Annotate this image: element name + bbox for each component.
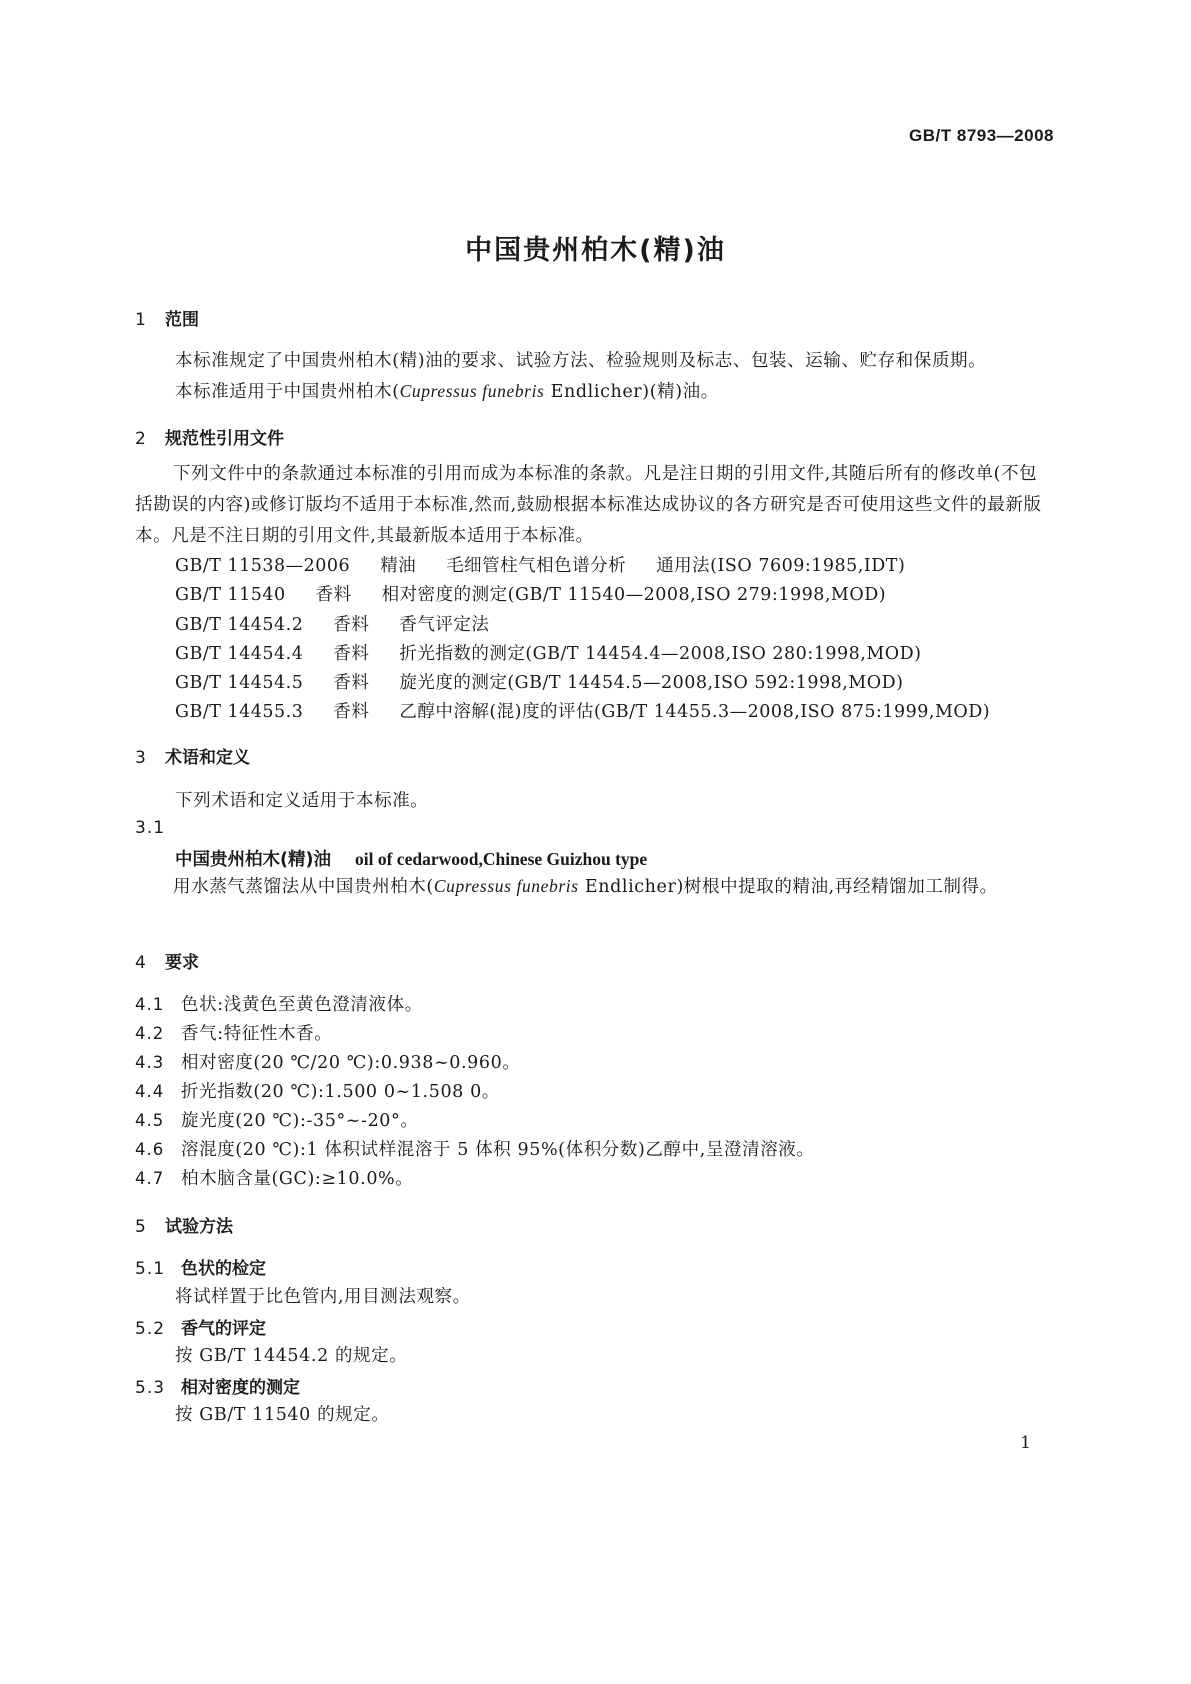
term-heading — [175, 846, 647, 871]
section-1-paragraph-1: 本标准规定了中国贵州柏木(精)油的要求、试验方法、检验规则及标志、包装、运输、贮存和保质期。 — [175, 351, 987, 371]
reference-code: GB/T 11540 — [175, 585, 286, 605]
requirement-item — [135, 1020, 332, 1045]
item-text: 溶混度(20 ℃):1 体积试样混溶于 5 体积 95%(体积分数)乙醇中,呈澄清溶液。 — [181, 1140, 815, 1160]
document-title: 中国贵州柏木(精)油 — [465, 235, 726, 266]
item-number: 4.3 — [135, 1053, 165, 1072]
reference-code: GB/T 14454.2 — [175, 615, 304, 635]
subsection-text: 按 GB/T 11540 的规定。 — [175, 1405, 390, 1425]
section-title: 规范性引用文件 — [165, 429, 284, 449]
item-number: 4.7 — [135, 1169, 165, 1188]
reference-code: GB/T 11538—2006 — [175, 556, 351, 576]
text-segment: 本标准适用于中国贵州柏木( — [175, 382, 400, 402]
subsection-heading — [135, 1314, 266, 1339]
requirement-item — [135, 1136, 815, 1161]
standard-code: GB/T 8793—2008 — [909, 126, 1054, 145]
text-segment: Endlicher)(精)油。 — [544, 382, 719, 402]
text-segment: Endlicher)树根中提取的精油,再经精馏加工制得。 — [578, 877, 998, 897]
reference-code: GB/T 14455.3 — [175, 702, 304, 722]
section-number: 2 — [135, 429, 146, 449]
item-number: 4.2 — [135, 1024, 165, 1043]
subsection-number: 5.2 — [135, 1319, 166, 1339]
section-3-paragraph: 下列术语和定义适用于本标准。 — [175, 791, 429, 811]
reference-part-a: 香料 — [333, 702, 370, 722]
term-english: oil of cedarwood,Chinese Guizhou type — [355, 849, 648, 869]
reference-item — [175, 552, 905, 577]
section-1-paragraph-2 — [175, 378, 719, 403]
item-text: 折光指数(20 ℃):1.500 0~1.508 0。 — [181, 1082, 500, 1102]
section-number: 1 — [135, 310, 146, 330]
reference-part-b: 相对密度的测定(GB/T 11540—2008,ISO 279:1998,MOD) — [381, 585, 887, 605]
reference-code: GB/T 14454.5 — [175, 673, 304, 693]
requirement-item — [135, 991, 423, 1016]
page-number: 1 — [1020, 1433, 1031, 1453]
reference-part-b: 香气评定法 — [399, 615, 490, 635]
reference-item — [175, 640, 921, 665]
item-number: 4.4 — [135, 1082, 165, 1101]
item-number: 4.5 — [135, 1111, 165, 1130]
term-definition — [135, 871, 1055, 903]
reference-code: GB/T 14454.4 — [175, 644, 304, 664]
item-text: 旋光度(20 ℃):-35°~-20°。 — [181, 1111, 419, 1131]
reference-part-a: 香料 — [315, 585, 352, 605]
subsection-heading — [135, 1373, 300, 1398]
section-title: 要求 — [165, 953, 199, 973]
reference-part-b: 毛细管柱气相色谱分析 — [446, 556, 627, 576]
section-4-heading — [135, 948, 199, 973]
item-text: 相对密度(20 ℃/20 ℃):0.938~0.960。 — [181, 1053, 521, 1073]
term-chinese: 中国贵州柏木(精)油 — [175, 850, 331, 870]
reference-item — [175, 698, 990, 723]
term-number: 3.1 — [135, 818, 166, 838]
text-segment: 用水蒸气蒸馏法从中国贵州柏木( — [173, 877, 434, 897]
section-title: 术语和定义 — [165, 748, 250, 768]
section-number: 5 — [135, 1217, 146, 1237]
section-1-heading — [135, 305, 199, 330]
subsection-number: 5.3 — [135, 1378, 166, 1398]
subsection-number: 5.1 — [135, 1259, 166, 1279]
reference-part-a: 香料 — [333, 644, 370, 664]
reference-item — [175, 581, 886, 606]
reference-part-a: 香料 — [333, 673, 370, 693]
item-number: 4.6 — [135, 1140, 165, 1159]
reference-part-a: 精油 — [380, 556, 417, 576]
section-title: 试验方法 — [165, 1217, 233, 1237]
latin-name: Cupressus funebris — [433, 876, 579, 896]
requirement-item — [135, 1165, 413, 1190]
item-text: 色状:浅黄色至黄色澄清液体。 — [181, 995, 423, 1015]
section-2-paragraph: 下列文件中的条款通过本标准的引用而成为本标准的条款。凡是注日期的引用文件,其随后所有的修改单(不包括勘误的内容)或修订版均不适用于本标准,然而,鼓励根据本标准达成协议的各方研究是否可使用这些文件的最新版本。凡是不注日期的引用文件,其最新版本适用于本标准。 — [135, 464, 1042, 546]
section-3-heading — [135, 743, 250, 768]
subsection-text: 按 GB/T 14454.2 的规定。 — [175, 1346, 408, 1366]
section-number: 4 — [135, 953, 146, 973]
section-title: 范围 — [165, 310, 199, 330]
reference-item — [175, 611, 489, 636]
item-text: 香气:特征性木香。 — [181, 1024, 333, 1044]
requirement-item — [135, 1107, 418, 1132]
item-text: 柏木脑含量(GC):≥10.0%。 — [181, 1169, 414, 1189]
reference-part-b: 折光指数的测定(GB/T 14454.4—2008,ISO 280:1998,MOD) — [399, 644, 922, 664]
subsection-title: 香气的评定 — [181, 1319, 266, 1339]
section-5-heading — [135, 1212, 233, 1237]
reference-part-b: 旋光度的测定(GB/T 14454.5—2008,ISO 592:1998,MOD) — [399, 673, 904, 693]
subsection-title: 相对密度的测定 — [181, 1378, 300, 1398]
subsection-title: 色状的检定 — [181, 1259, 266, 1279]
section-number: 3 — [135, 748, 146, 768]
requirement-item — [135, 1078, 500, 1103]
requirement-item — [135, 1049, 520, 1074]
reference-part-a: 香料 — [333, 615, 370, 635]
item-number: 4.1 — [135, 995, 165, 1014]
section-2-heading — [135, 424, 284, 449]
subsection-heading — [135, 1254, 266, 1279]
reference-part-b: 乙醇中溶解(混)度的评估(GB/T 14455.3—2008,ISO 875:1999,MOD) — [399, 702, 991, 722]
reference-part-c: 通用法(ISO 7609:1985,IDT) — [656, 556, 906, 576]
latin-name: Cupressus funebris — [399, 381, 545, 401]
reference-item — [175, 669, 903, 694]
subsection-text: 将试样置于比色管内,用目测法观察。 — [175, 1287, 471, 1307]
